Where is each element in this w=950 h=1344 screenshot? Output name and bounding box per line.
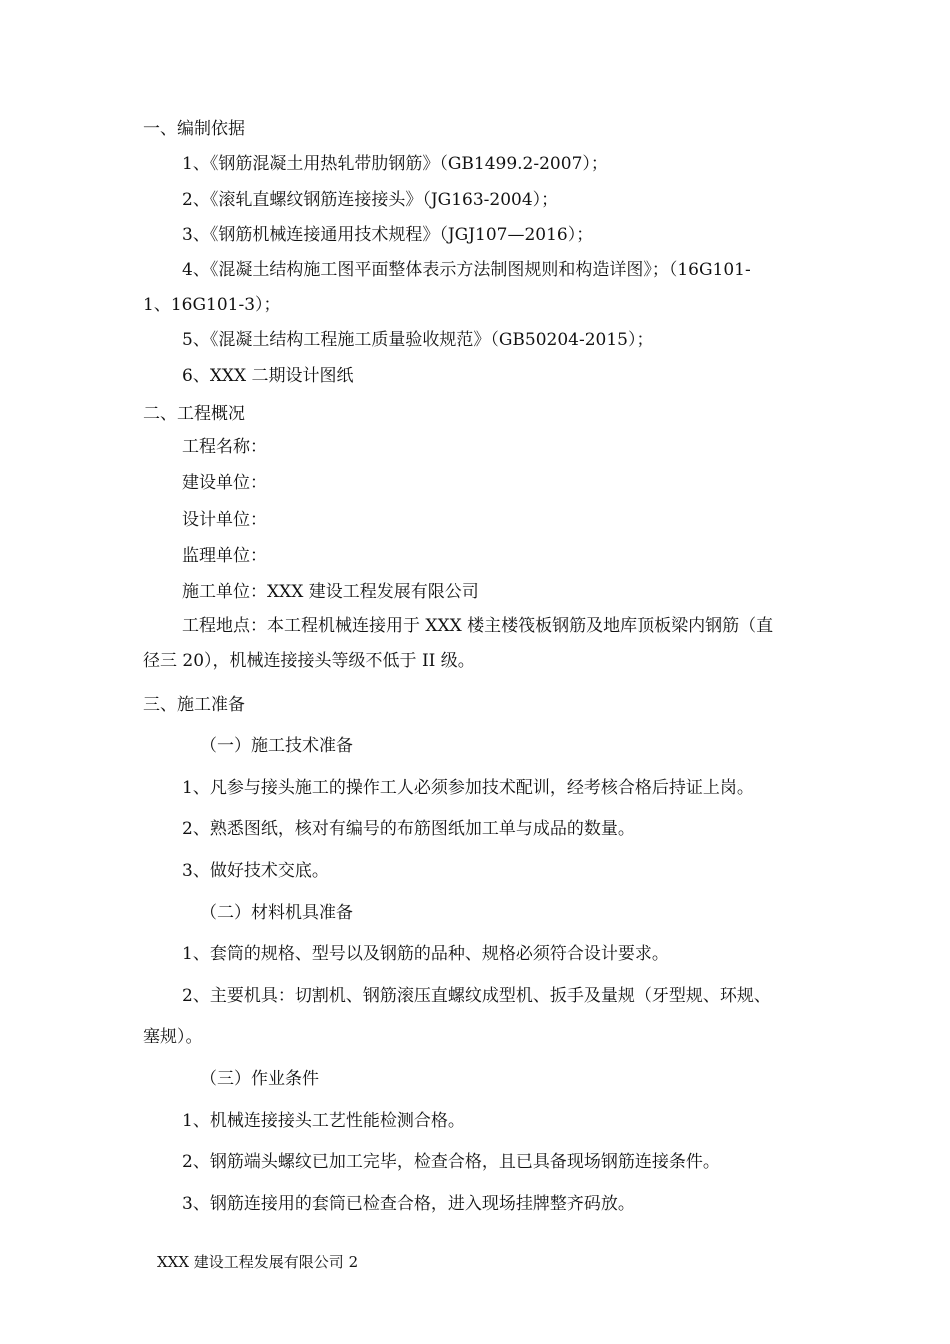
subsection-conditions-title: （三）作业条件 xyxy=(200,1069,319,1089)
basis-item-1: 1、《钢筋混凝土用热轧带肋钢筋》（GB1499.2-2007）； xyxy=(182,154,608,174)
tech-item-2: 2、熟悉图纸，核对有编号的布筋图纸加工单与成品的数量。 xyxy=(182,819,635,839)
overview-contractor: 施工单位：XXX 建设工程发展有限公司 xyxy=(182,582,479,602)
tech-item-1: 1、凡参与接头施工的操作工人必须参加技术配训，经考核合格后持证上岗。 xyxy=(182,778,754,798)
basis-item-6: 6、XXX 二期设计图纸 xyxy=(182,366,354,386)
subsection-material-title: （二）材料机具准备 xyxy=(200,903,353,923)
material-item-2-continued: 塞规）。 xyxy=(143,1027,203,1047)
basis-item-4-continued: 1、16G101-3）； xyxy=(143,295,281,315)
conditions-item-2: 2、钢筋端头螺纹已加工完毕，检查合格，且已具备现场钢筋连接条件。 xyxy=(182,1152,720,1172)
basis-item-4: 4、《混凝土结构施工图平面整体表示方法制图规则和构造详图》；（16G101- xyxy=(182,260,751,280)
overview-designer: 设计单位： xyxy=(182,510,267,530)
page-footer: XXX 建设工程发展有限公司 2 xyxy=(157,1253,359,1271)
overview-location: 工程地点：本工程机械连接用于 XXX 楼主楼筏板钢筋及地库顶板梁内钢筋（直 xyxy=(182,616,774,636)
section-heading-overview: 二、工程概况 xyxy=(143,404,245,424)
conditions-item-3: 3、钢筋连接用的套筒已检查合格，进入现场挂牌整齐码放。 xyxy=(182,1194,635,1214)
basis-item-5: 5、《混凝土结构工程施工质量验收规范》（GB50204-2015）； xyxy=(182,330,654,350)
subsection-tech-title: （一）施工技术准备 xyxy=(200,736,353,756)
section-heading-preparation: 三、施工准备 xyxy=(143,695,245,715)
basis-item-2: 2、《滚轧直螺纹钢筋连接接头》（JG163-2004）； xyxy=(182,190,559,210)
overview-supervisor: 监理单位： xyxy=(182,546,267,566)
overview-project-name: 工程名称： xyxy=(182,437,267,457)
basis-item-3: 3、《钢筋机械连接通用技术规程》（JGJ107—2016）； xyxy=(182,225,594,245)
tech-item-3: 3、做好技术交底。 xyxy=(182,861,329,881)
conditions-item-1: 1、机械连接接头工艺性能检测合格。 xyxy=(182,1111,465,1131)
material-item-2: 2、主要机具：切割机、钢筋滚压直螺纹成型机、扳手及量规（牙型规、环规、 xyxy=(182,986,771,1006)
material-item-1: 1、套筒的规格、型号以及钢筋的品种、规格必须符合设计要求。 xyxy=(182,944,669,964)
overview-location-continued: 径三 20），机械连接接头等级不低于 II 级。 xyxy=(143,651,475,671)
section-heading-basis: 一、编制依据 xyxy=(143,119,245,139)
overview-owner: 建设单位： xyxy=(182,473,267,493)
